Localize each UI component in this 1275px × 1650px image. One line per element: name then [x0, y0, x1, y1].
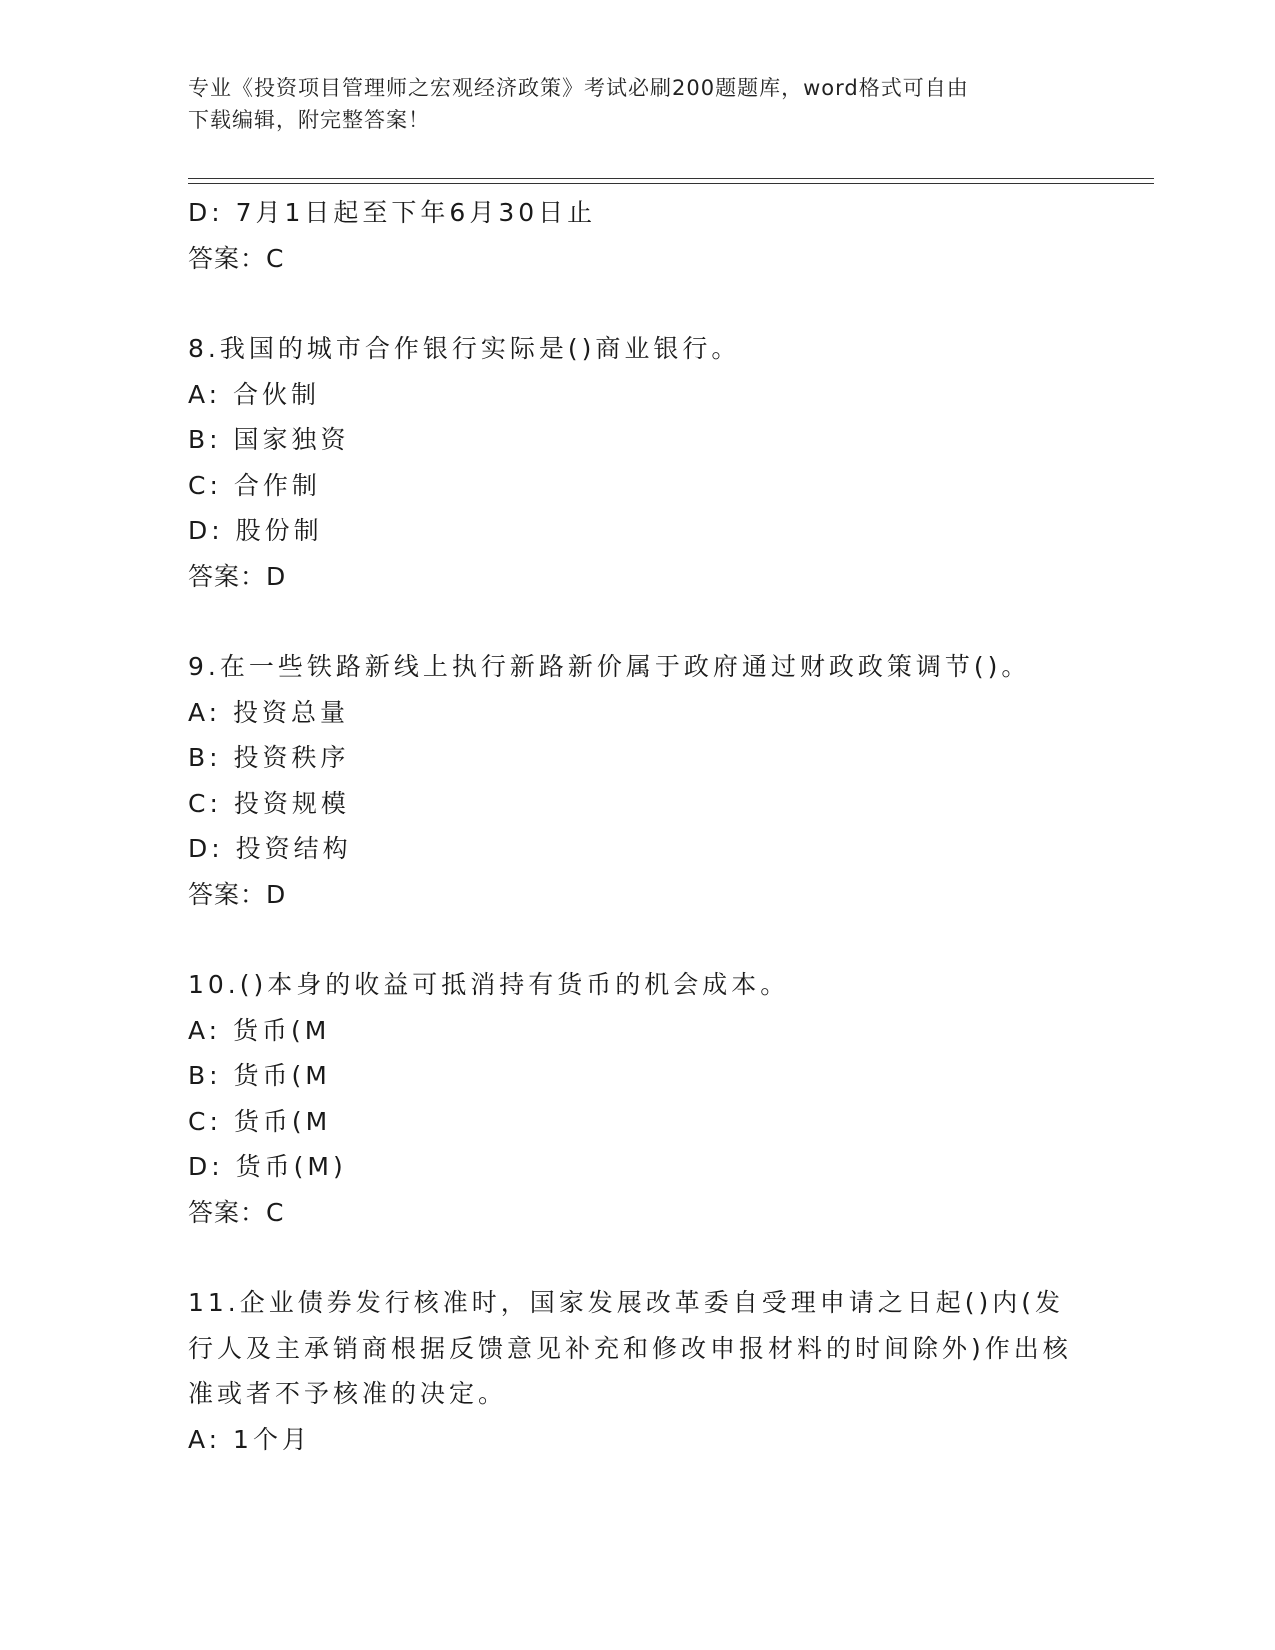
- option-a: A: 投资总量: [188, 697, 350, 727]
- answer: 答案：D: [188, 561, 287, 591]
- option-b: B: 国家独资: [188, 425, 350, 454]
- option-b: B: 投资秩序: [188, 743, 350, 772]
- header-line-2: 下载编辑，附完整答案！: [188, 108, 430, 132]
- spacer: [188, 599, 1088, 644]
- option-a: A: 合伙制: [188, 379, 321, 409]
- question-9: [188, 644, 1088, 917]
- spacer: [188, 917, 1088, 962]
- header-divider-top: [188, 178, 1154, 179]
- question-8: [188, 326, 1088, 599]
- spacer: [188, 281, 1088, 326]
- question-title-line-1: 11.企业债券发行核准时，国家发展改革委自受理申请之日起()内(发: [188, 1288, 1065, 1317]
- option-c: C: 货币(M: [188, 1106, 332, 1136]
- question-11: [188, 1280, 1088, 1462]
- question-title-line-3: 准或者不予核准的决定。: [188, 1379, 508, 1408]
- answer: 答案：C: [188, 1197, 285, 1227]
- prev-answer: 答案：C: [188, 243, 285, 273]
- question-title: 10.()本身的收益可抵消持有货币的机会成本。: [188, 970, 790, 999]
- option-d: D: 股份制: [188, 516, 323, 545]
- question-title-line-2: 行人及主承销商根据反馈意见补充和修改申报材料的时间除外)作出核: [188, 1333, 1072, 1363]
- prev-option-d: D: 7月1日起至下年6月30日止: [188, 198, 597, 227]
- answer: 答案：D: [188, 879, 287, 909]
- option-d: D: 货币(M): [188, 1152, 347, 1181]
- option-a: A: 1个月: [188, 1424, 311, 1454]
- document-header: [188, 72, 1068, 136]
- question-10: [188, 962, 1088, 1235]
- header-divider-bottom: [188, 183, 1154, 184]
- option-c: C: 投资规模: [188, 788, 350, 818]
- option-d: D: 投资结构: [188, 834, 352, 863]
- header-line-1: 专业《投资项目管理师之宏观经济政策》考试必刷200题题库，word格式可自由: [188, 76, 969, 100]
- question-title: 8.我国的城市合作银行实际是()商业银行。: [188, 334, 741, 363]
- option-b: B: 货币(M: [188, 1061, 331, 1090]
- spacer: [188, 1235, 1088, 1280]
- question-list: [188, 190, 1088, 1462]
- option-c: C: 合作制: [188, 470, 321, 500]
- question-title: 9.在一些铁路新线上执行新路新价属于政府通过财政政策调节()。: [188, 652, 1031, 681]
- option-a: A: 货币(M: [188, 1015, 331, 1045]
